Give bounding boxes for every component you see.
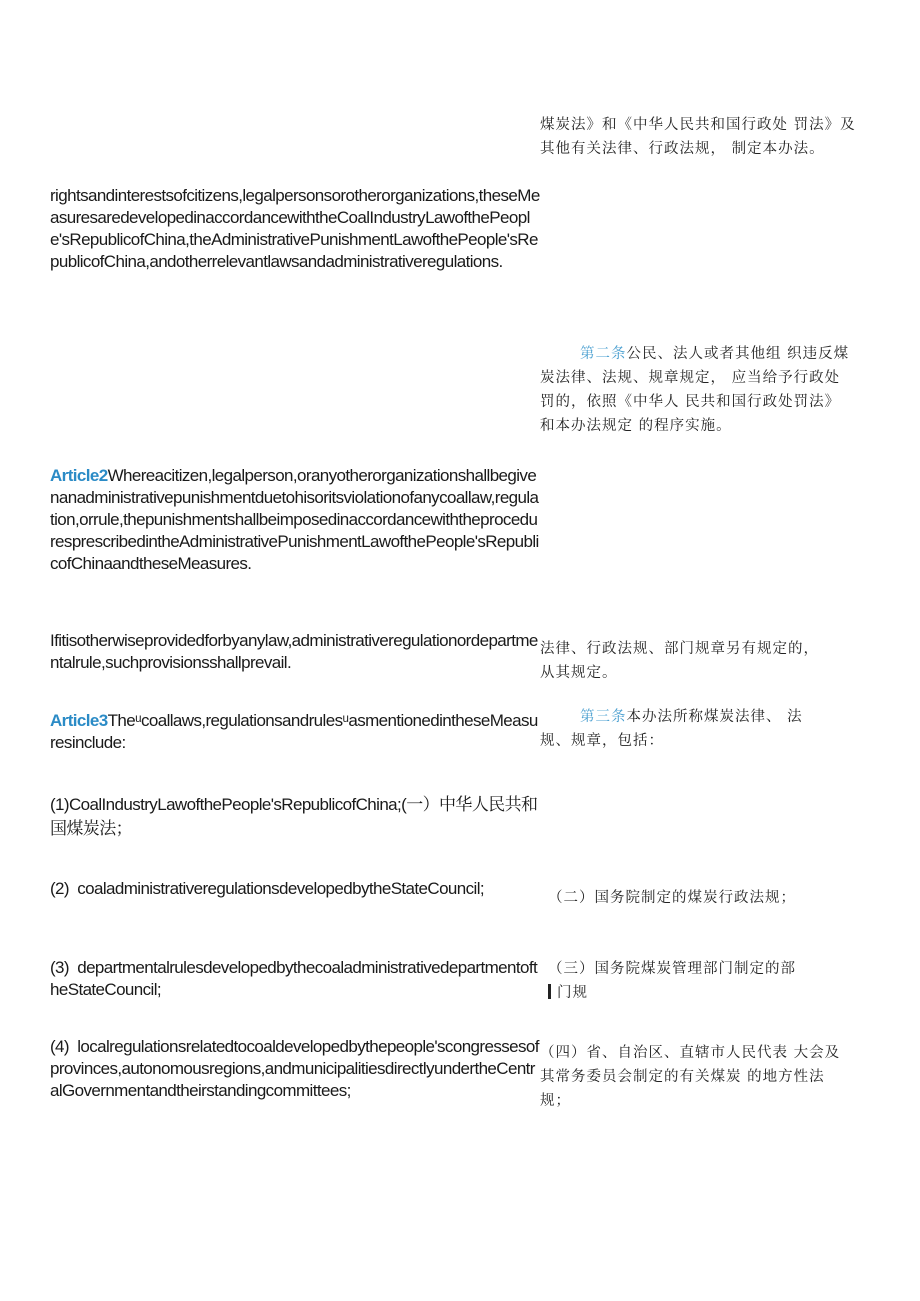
en-article3-item2: (2) coaladministrativeregulationsdevelopedbytheStateCouncil; [50,879,485,898]
zh-article2-label: 第二条 [580,346,627,362]
zh-article2-proviso: 法律、行政法规、部门规章另有规定的，从其规定。 [540,641,819,681]
zh-intro-paragraph: 煤炭法》和《中华人民共和国行政处 罚法》及其他有关法律、行政法规， 制定本办法。 [540,117,856,157]
zh-article2-paragraph [540,342,852,438]
zh-article3-item3 [548,957,868,1005]
zh-article3-item3-line2-text: 门规 [557,985,588,1001]
zh-article3-item4: （四）省、自治区、直辖市人民代表 大会及其常务委员会制定的有关煤炭 的地方性法规； [540,1045,841,1109]
en-article3-label: Article3 [50,711,108,730]
en-article3-item4: (4) localregulationsrelatedtocoaldevelopedbythepeople'scongressesofprovinces,autonomousregions,andmunicipalitiesdirectlyundertheCentralGovernmentandtheirstandingcommittees; [50,1037,539,1100]
en-article3-text: Theᵘcoallaws,regulationsandrulesᵘasmentionedintheseMeasuresinclude: [50,711,538,752]
zh-article3-label: 第三条 [580,709,627,725]
en-article2-text: Whereacitizen,legalperson,oranyotherorganizationshallbegivenanadministrativepunishmentduetohisoritsviolationofanycoallaw,regulation,orrule,thepunishmentshallbeimposedinaccordancewiththeproceduresprescribedintheAdministrativePunishmentLawofthePeople'sRepublicofChinaandtheseMeasures. [50,466,539,573]
vertical-bar-mark [548,984,551,999]
zh-article3-item3-line1: （三）国务院煤炭管理部门制定的部 [548,961,796,977]
en-article3-item3: (3) departmentalrulesdevelopedbythecoaladministrativedepartmentoftheStateCouncil; [50,958,538,999]
zh-article2-text: 公民、法人或者其他组 织违反煤炭法律、法规、规章规定， 应当给予行政处罚的，依照《中华人 民共和国行政处罚法》和本办法规定 的程序实施。 [540,346,850,434]
en-article3-paragraph [50,710,540,754]
en-article2-label: Article2 [50,466,108,485]
en-article2-paragraph [50,465,540,575]
zh-article3-text: 本办法所称煤炭法律、 法规、规章，包括： [540,709,803,749]
zh-article3-item2: （二）国务院制定的煤炭行政法规； [548,890,796,906]
en-article2-proviso: Ifitisotherwiseprovidedforbyanylaw,administrativeregulationordepartmentalrule,suchprovisionsshallprevail. [50,631,538,672]
zh-article3-paragraph [540,705,830,753]
en-intro-paragraph: rightsandinterestsofcitizens,legalpersonsorotherorganizations,theseMeasuresaredevelopedinaccordancewiththeCoalIndustryLawofthePeople'sRepublicofChina,theAdministrativePunishmentLawofthePeople'sRepublicofChina,andotherrelevantlawsandadministrativeregulations. [50,186,540,271]
zh-article3-item3-line2 [548,981,868,1005]
article3-item1: (1)CoalIndustryLawofthePeople'sRepublicofChina;(一）中华人民共和国煤炭法； [50,795,538,838]
